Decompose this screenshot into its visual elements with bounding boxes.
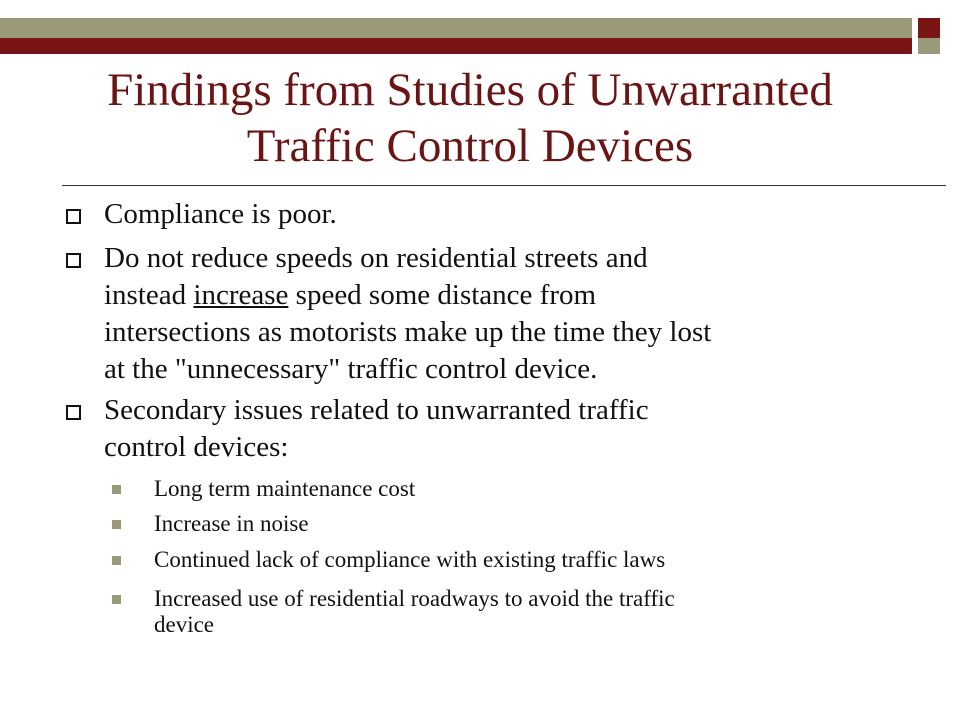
sub-bullet-3-text: Continued lack of compliance with existing traffic laws xyxy=(154,547,666,572)
sub-bullet-4-line-1: Increased use of residential roadways to avoid the traffic xyxy=(154,586,675,611)
hollow-square-bullet-icon xyxy=(66,405,81,420)
sub-bullet-2-text: Increase in noise xyxy=(154,511,309,536)
filled-square-bullet-icon xyxy=(112,556,121,565)
decor-square-top xyxy=(918,18,940,38)
bullet-2-line-2-pre: instead xyxy=(104,279,194,311)
filled-square-bullet-icon xyxy=(112,485,121,494)
filled-square-bullet-icon xyxy=(112,595,121,604)
title-line-1: Findings from Studies of Unwarranted xyxy=(107,64,833,116)
bullet-2-line-1: Do not reduce speeds on residential streets and xyxy=(104,242,648,274)
sub-bullet-4-line-2: device xyxy=(154,612,215,637)
bullet-2-line-4: at the "unnecessary" traffic control device. xyxy=(104,353,598,385)
bullet-3-line-1: Secondary issues related to unwarranted traffic xyxy=(104,394,649,426)
bullet-2-line-3: intersections as motorists make up the time they lost xyxy=(104,316,712,348)
bullet-3-line-2: control devices: xyxy=(104,431,289,463)
decor-square-bottom xyxy=(918,38,940,54)
slide-title xyxy=(20,62,920,174)
decor-bar-top xyxy=(0,18,912,38)
decor-bar-middle xyxy=(0,38,912,54)
title-divider xyxy=(62,185,946,186)
title-line-2: Traffic Control Devices xyxy=(246,120,694,172)
sub-bullet-1-text: Long term maintenance cost xyxy=(154,476,416,501)
bullet-2-line-2-post: speed some distance from xyxy=(288,279,597,311)
hollow-square-bullet-icon xyxy=(66,209,81,224)
bullet-2-line-2 xyxy=(104,278,596,312)
bullet-2-underlined-word: increase xyxy=(193,279,289,311)
filled-square-bullet-icon xyxy=(112,520,121,529)
hollow-square-bullet-icon xyxy=(66,253,81,268)
bullet-1-text: Compliance is poor. xyxy=(104,198,337,230)
